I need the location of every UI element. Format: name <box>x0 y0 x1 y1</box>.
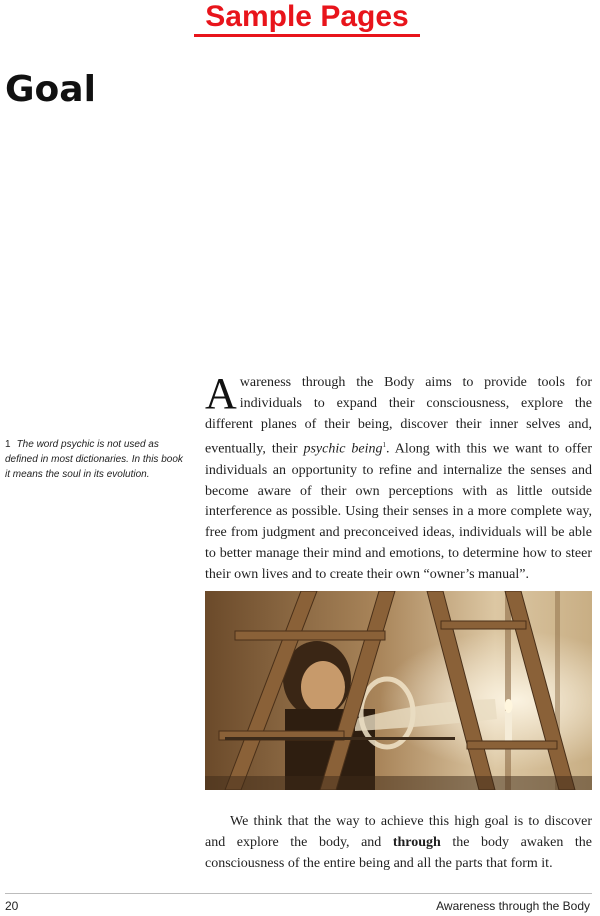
photo-child-with-ladders <box>205 591 592 790</box>
page-number: 20 <box>5 899 19 913</box>
page-title: Goal <box>5 69 96 110</box>
paragraph-2-text-a: We think that the way to achieve this high goal is to discover and explore the body, and <box>205 814 592 850</box>
photo-illustration <box>205 591 592 790</box>
paragraph-1-text-a: wareness through the Body aims to provide tools for individuals to expand their consciousness, explore the different planes of their being, discover their inner selves and, eventually, their <box>205 375 592 458</box>
drop-cap: A <box>205 369 237 418</box>
psychic-being-term: psychic being <box>303 442 383 458</box>
running-title: Awareness through the Body <box>436 899 590 913</box>
footer-divider <box>5 893 592 894</box>
paragraph-2 <box>205 812 592 874</box>
footnote-text: The word psychic is not used as defined in most dictionaries. In this book it means the soul in its evolution. <box>5 439 183 480</box>
paragraph-2-text-b: the body awaken the consciousness of the entire being and all the parts that form it. <box>205 834 592 871</box>
paragraph-1-text-b: . Along with this we want to offer individuals an opportunity to refine and internalize the senses and become aware of their own perceptions with as little outside interference as possible. Using their senses in a more complete way, free from judgment and preconceived ideas, individuals will be able to better manage their mind and emotions, to determine how to steer their own lives and to create their own “owner’s manual”. <box>205 442 592 582</box>
through-emphasis: through <box>392 834 441 850</box>
footnote <box>5 437 187 482</box>
footnote-number: 1 <box>5 439 11 450</box>
paragraph-1 <box>205 369 592 586</box>
sample-pages-banner: Sample Pages <box>205 0 409 33</box>
footnote-reference[interactable]: 1 <box>382 441 387 450</box>
banner-underline <box>194 34 420 37</box>
